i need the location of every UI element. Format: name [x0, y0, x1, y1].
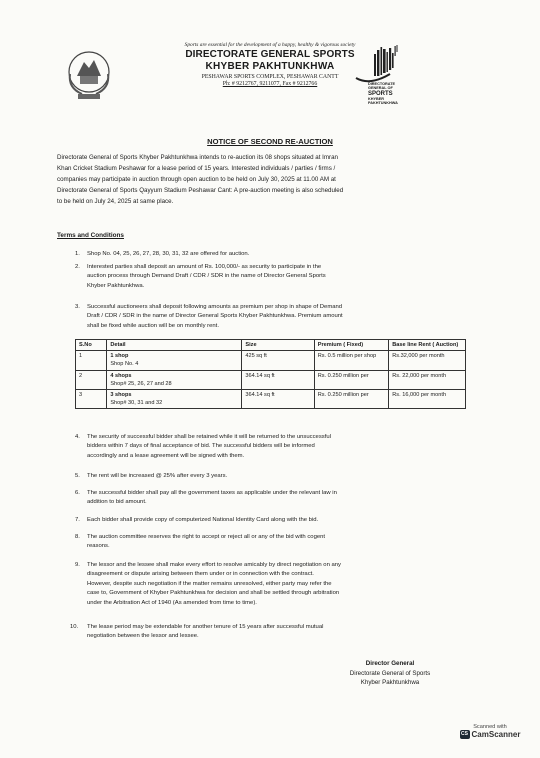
term-line: The security of successful bidder shall be retained while it will be returned to the unsuccessful: [87, 434, 331, 440]
term-line: case to, Government of Khyber Pakhtunkhwa for decision and shall be settled through arbitration: [87, 590, 340, 597]
sports-logo: [352, 44, 424, 116]
phone-fax-text: Ph: # 9212767, 9211077, Fax # 9212766: [222, 80, 318, 87]
term-line: negotiation between the lessor and lessee.: [87, 633, 199, 640]
logo-text-line5: PAKHTUNKHWA: [368, 101, 398, 106]
signature-block: [315, 659, 465, 688]
term-number: 5.: [75, 473, 80, 479]
intro-line: to be held on July 24, 2025 at same place.: [57, 198, 174, 205]
term-line: Successful auctioneers shall deposit following amounts as premium per shop in shape of Demand: [87, 304, 343, 310]
cell-detail: [107, 351, 242, 370]
term-line: However, despite such negotiation if the matter remains unresolved, either party may refer the: [87, 580, 332, 587]
cell-size: 364.14 sq ft: [242, 390, 314, 409]
signatory-province: Khyber Pakhtunkhwa: [360, 679, 420, 687]
term-line: accordingly and a lease agreement will be signed with them.: [87, 452, 245, 459]
cell-rent: Rs. 22,000 per month: [389, 370, 466, 389]
term-number: 10.: [70, 624, 79, 630]
logo-text-line1: DIRECTORATE: [368, 82, 396, 86]
term-number: 6.: [75, 490, 80, 496]
cell-detail: [107, 390, 242, 409]
sports-logo-text: [368, 82, 424, 106]
term-line: shall be fixed while auction will be on monthly rent.: [87, 322, 219, 329]
signatory-title: Director General: [365, 660, 415, 667]
detail-shop-numbers: Shop No. 4: [110, 361, 139, 368]
table-row: [76, 370, 466, 389]
col-header-premium: Premium ( Fixed): [314, 340, 389, 351]
motto-text: Sports are essential for the development of a happy, healthy & vigorous society: [184, 42, 356, 48]
scanner-brand-row: [450, 730, 530, 739]
terms-heading: Terms and Conditions: [57, 232, 124, 239]
detail-shop-numbers: Shop# 30, 31 and 32: [110, 400, 163, 407]
detail-shops: 3 shops: [110, 392, 132, 399]
term-number: 2.: [75, 264, 80, 270]
intro-line: companies may participate in auction through open auction to be held on July 30, 2025 at 11.00 AM at: [57, 176, 336, 183]
cell-sno: 2: [76, 370, 107, 389]
cell-rent: Rs. 16,000 per month: [389, 390, 466, 409]
table-row: [76, 351, 466, 370]
cell-premium: Rs. 0.5 million per shop: [314, 351, 389, 370]
term-number: 1.: [75, 251, 80, 257]
term-number: 3.: [75, 304, 80, 310]
term-line: The lessor and the lessee shall make every effort to resolve amicably by direct negotiation on any: [87, 562, 341, 568]
scanner-caption: Scanned with: [473, 724, 507, 730]
col-header-rent: Base line Rent ( Auction): [389, 340, 466, 351]
term-line: addition to bid amount.: [87, 499, 147, 506]
term-line: The lease period may be extendable for another tenure of 15 years after successful mutual: [87, 624, 324, 630]
term-line: bidders within 7 days of final acceptance of bid. The successful bidders will be informed: [87, 443, 315, 450]
intro-line: Khan Cricket Stadium Peshawar for a lease period of 15 years. Interested individuals / parties / firms /: [57, 165, 336, 172]
cell-detail: [107, 370, 242, 389]
logo-text-line4: KHYBER: [368, 96, 385, 101]
term-line: reasons.: [87, 543, 110, 550]
term-line: The rent will be increased @ 25% after every 3 years.: [87, 473, 228, 479]
cell-size: 364.14 sq ft: [242, 370, 314, 389]
term-line: Interested parties shall deposit an amount of Rs. 100,000/- as security to participate in the: [87, 264, 322, 270]
term-line: Shop No. 04, 25, 26, 27, 28, 30, 31, 32 are offered for auction.: [87, 251, 250, 257]
term-line: Each bidder shall provide copy of computerized National Identity Card along with the bid.: [87, 517, 319, 523]
table-row: [76, 390, 466, 409]
notice-title: NOTICE OF SECOND RE-AUCTION: [207, 137, 333, 146]
term-line: under the Arbitration Act of 1940 (As amended from time to time).: [87, 599, 257, 606]
col-header-sno: S.No: [76, 340, 107, 351]
table-header-row: [76, 340, 466, 351]
camscanner-logo-icon: CS: [461, 731, 468, 738]
intro-paragraph: [57, 152, 483, 207]
org-name-line1: DIRECTORATE GENERAL SPORTS: [185, 48, 355, 60]
detail-shops: 4 shops: [110, 372, 132, 379]
term-number: 8.: [75, 534, 80, 540]
auction-table: [75, 339, 466, 409]
org-name-line2: KHYBER PAKHTUNKHWA: [205, 61, 335, 73]
col-header-detail: Detail: [107, 340, 242, 351]
detail-shops: 1 shop: [110, 353, 129, 360]
intro-line: Directorate General of Sports Qayyum Stadium Peshawar Cant: A pre-auction meeting is also scheduled: [57, 187, 344, 194]
term-line: The successful bidder shall pay all the government taxes as applicable under the relevant law in: [87, 490, 337, 496]
detail-shop-numbers: Shop# 25, 26, 27 and 28: [110, 380, 172, 387]
cell-sno: 3: [76, 390, 107, 409]
kp-emblem-logo: [62, 46, 116, 102]
scanner-brand: CamScanner: [471, 730, 521, 739]
signatory-office: Directorate General of Sports: [349, 669, 431, 677]
intro-line: Directorate General of Sports Khyber Pakhtunkhwa intends to re-auction its 08 shops situated at Imran: [57, 154, 338, 161]
col-header-size: Size: [242, 340, 314, 351]
term-line: The auction committee reserves the right to accept or reject all or any of the bid with cogent: [87, 534, 326, 540]
term-line: Khyber Pakhtunkhwa.: [87, 282, 145, 289]
term-line: auction process through Demand Draft / CDR / SDR in the name of Director General Sports: [87, 273, 326, 280]
term-line: disagreement or dispute arising between them under or in connection with the contract.: [87, 571, 314, 578]
cell-sno: 1: [76, 351, 107, 370]
scanner-watermark: [450, 724, 530, 739]
term-number: 9.: [75, 562, 80, 568]
address-text: PESHAWAR SPORTS COMPLEX, PESHAWAR CANTT: [201, 73, 339, 80]
term-number: 4.: [75, 434, 80, 440]
cell-premium: Rs. 0.250 million per: [314, 370, 389, 389]
cell-size: 425 sq ft: [242, 351, 314, 370]
logo-text-line2: GENERAL OF: [368, 86, 393, 91]
cell-rent: Rs.32,000 per month: [389, 351, 466, 370]
term-number: 7.: [75, 517, 80, 523]
logo-text-line3: SPORTS: [368, 90, 393, 97]
term-line: Draft / CDR / SDR in the name of Director General Sports Khyber Pakhtunkhwa. Premium amount: [87, 313, 343, 320]
cell-premium: Rs. 0.250 million per: [314, 390, 389, 409]
